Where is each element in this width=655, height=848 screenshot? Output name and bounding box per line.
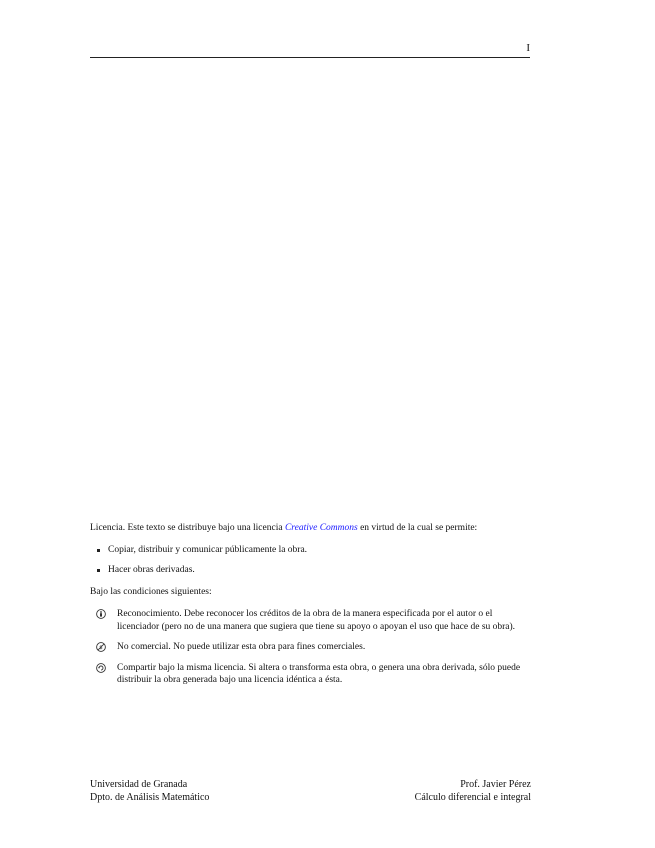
page-number: I <box>526 42 530 54</box>
condition-text: No comercial. No puede utilizar esta obra para fines comerciales. <box>117 642 366 652</box>
footer-book-title: Cálculo diferencial e integral <box>414 792 531 803</box>
header-rule <box>90 57 530 58</box>
permission-item: Hacer obras derivadas. <box>108 564 534 577</box>
sharealike-icon <box>96 663 106 673</box>
conditions-intro: Bajo las condiciones siguientes: <box>90 586 212 597</box>
condition-item-noncommercial <box>99 641 534 654</box>
footer-left <box>90 778 209 804</box>
license-intro-prefix: Licencia. Este texto se distribuye bajo una licencia <box>90 523 283 533</box>
page-footer <box>90 778 531 804</box>
svg-text:$: $ <box>99 645 103 651</box>
license-intro <box>90 522 534 535</box>
creative-commons-link[interactable]: Creative Commons <box>284 523 358 533</box>
footer-department: Dpto. de Análisis Matemático <box>90 792 210 803</box>
condition-text: Compartir bajo la misma licencia. Si altera o transforma esta obra, o genera una obra derivada, sólo puede distribuir la obra generada bajo una licencia idéntica a ésta. <box>117 662 521 685</box>
attribution-icon <box>96 609 106 619</box>
conditions-list <box>90 608 534 687</box>
condition-item-attribution <box>117 608 534 633</box>
permission-item: Copiar, distribuir y comunicar públicamente la obra. <box>108 544 534 557</box>
footer-university: Universidad de Granada <box>90 779 188 790</box>
license-block <box>90 522 534 695</box>
noncommercial-icon <box>96 642 106 652</box>
permissions-list <box>90 544 534 577</box>
condition-text: Reconocimiento. Debe reconocer los créditos de la obra de la manera especificada por el autor o el licenciador (pero no de una manera que sugiera que tiene su apoyo o apoyan el uso que hace de su obra). <box>117 609 516 632</box>
footer-author: Prof. Javier Pérez <box>460 779 531 790</box>
footer-right <box>415 778 531 804</box>
license-intro-suffix: en virtud de la cual se permite: <box>357 523 478 533</box>
condition-item-sharealike <box>117 662 534 687</box>
